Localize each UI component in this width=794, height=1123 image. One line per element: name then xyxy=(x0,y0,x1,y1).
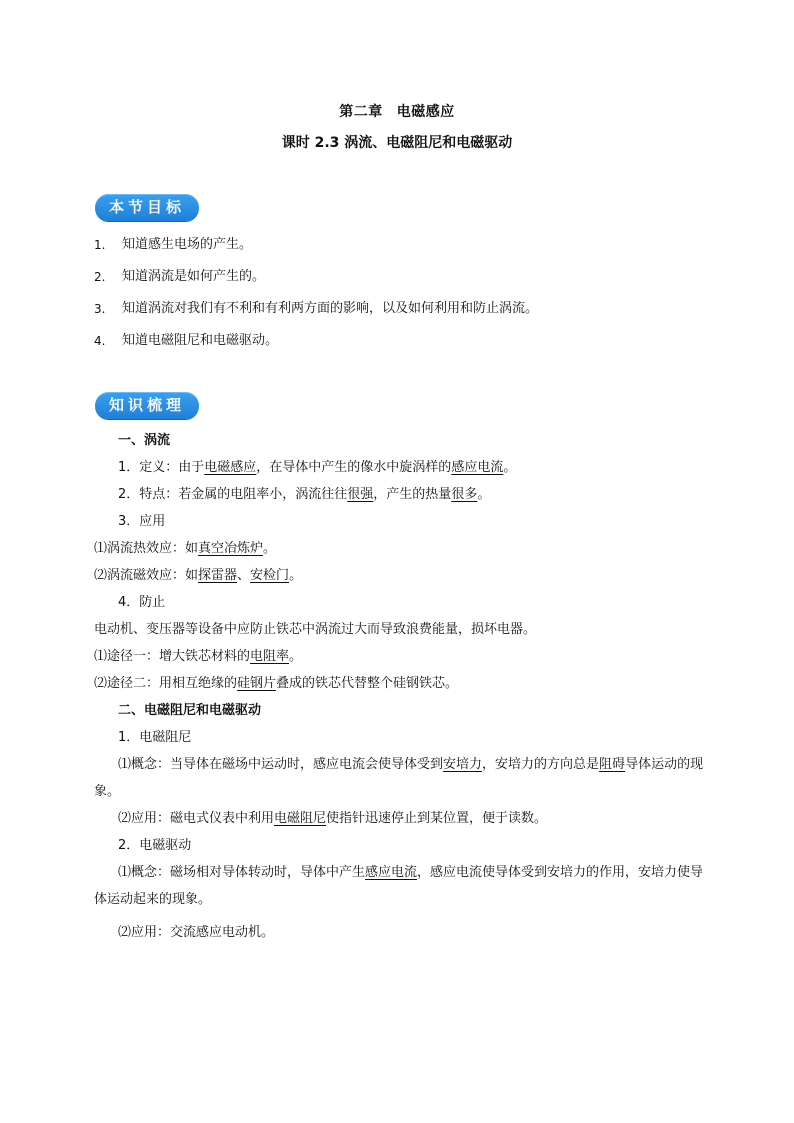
knowledge-content xyxy=(94,427,706,946)
text-fragment: ⑴途径一：增大铁芯材料的 xyxy=(94,649,251,664)
text-fragment: 。 xyxy=(477,487,491,502)
text-fragment: 导体运动的现象。 xyxy=(94,757,704,799)
item-text: 知道电磁阻尼和电磁驱动。 xyxy=(122,333,279,348)
text-fragment: ，在导体中产生的像水中旋涡样的 xyxy=(256,460,452,475)
list-item xyxy=(94,300,714,332)
text-fragment: ⑴概念：当导体在磁场中运动时，感应电流会使导体受到 xyxy=(118,757,444,772)
underlined-answer: 安检门 xyxy=(250,568,290,583)
text-fragment: ，安培力的方向总是 xyxy=(482,757,600,772)
definition-line xyxy=(94,454,706,481)
section-heading-damping-drive: 二、电磁阻尼和电磁驱动 xyxy=(118,703,262,718)
text-fragment: ⑵涡流磁效应：如 xyxy=(94,568,199,583)
underlined-answer: 电磁阻尼 xyxy=(274,811,327,826)
objectives-list xyxy=(94,236,714,364)
text-fragment: 1．定义：由于 xyxy=(118,460,205,475)
text-fragment: 。 xyxy=(289,568,303,583)
text-fragment: ⑴概念：磁场相对导体转动时，导体中产生 xyxy=(118,865,366,880)
underlined-answer: 电磁感应 xyxy=(204,460,257,475)
text-fragment: 2．特点：若金属的电阻率小，涡流往往 xyxy=(118,487,348,502)
chapter-number: 第二章 xyxy=(339,104,383,120)
item-number: 3. xyxy=(94,302,106,316)
list-item xyxy=(94,332,714,364)
underlined-answer: 硅钢片 xyxy=(237,676,277,691)
chapter-title xyxy=(0,101,794,121)
objectives-badge: 本节目标 xyxy=(95,194,199,221)
application-heading: 3．应用 xyxy=(118,514,166,529)
text-fragment: ⑴涡流热效应：如 xyxy=(94,541,199,556)
text-fragment: 使指针迅速停止到某位置，便于读数。 xyxy=(326,811,548,826)
text-fragment: 叠成的铁芯代替整个硅钢铁芯。 xyxy=(276,676,459,691)
text-fragment: 。 xyxy=(263,541,277,556)
damping-heading: 1．电磁阻尼 xyxy=(118,730,192,745)
chapter-name: 电磁感应 xyxy=(396,104,455,120)
item-number: 1. xyxy=(94,238,106,252)
prevention-heading: 4．防止 xyxy=(118,595,166,610)
text-fragment: ，感应电流使导体受到安培力的作用，安培力使导体运动起来的现象。 xyxy=(94,865,704,907)
drive-heading: 2．电磁驱动 xyxy=(118,838,192,853)
item-text: 知道涡流是如何产生的。 xyxy=(122,269,266,284)
application-item-2 xyxy=(94,562,706,589)
item-number: 2. xyxy=(94,270,106,284)
section-heading-eddy-current: 一、涡流 xyxy=(118,433,171,448)
drive-concept xyxy=(94,859,706,913)
knowledge-badge: 知识梳理 xyxy=(95,392,199,419)
feature-line xyxy=(94,481,706,508)
item-number: 4. xyxy=(94,334,106,348)
underlined-answer: 阻碍 xyxy=(599,757,626,772)
underlined-answer: 真空冶炼炉 xyxy=(198,541,264,556)
prevention-way-2 xyxy=(94,670,706,697)
text-fragment: ，产生的热量 xyxy=(373,487,452,502)
list-item xyxy=(94,268,714,300)
text-fragment: 、 xyxy=(237,568,251,583)
list-item xyxy=(94,236,714,268)
item-text: 知道感生电场的产生。 xyxy=(122,237,253,252)
underlined-answer: 电阻率 xyxy=(250,649,290,664)
lesson-title: 课时 2.3 涡流、电磁阻尼和电磁驱动 xyxy=(281,135,513,151)
underlined-answer: 很多 xyxy=(451,487,478,502)
underlined-answer: 很强 xyxy=(347,487,374,502)
item-text: 知道涡流对我们有不利和有利两方面的影响，以及如何利用和防止涡流。 xyxy=(122,301,539,316)
text-fragment: ⑵途径二：用相互绝缘的 xyxy=(94,676,238,691)
underlined-answer: 安培力 xyxy=(443,757,483,772)
prevention-text: 电动机、变压器等设备中应防止铁芯中涡流过大而导致浪费能量，损坏电器。 xyxy=(94,622,537,637)
underlined-answer: 探雷器 xyxy=(198,568,238,583)
prevention-way-1 xyxy=(94,643,706,670)
damping-concept xyxy=(94,751,706,805)
drive-application: ⑵应用：交流感应电动机。 xyxy=(118,925,275,940)
underlined-answer: 感应电流 xyxy=(365,865,418,880)
text-fragment: 。 xyxy=(503,460,517,475)
text-fragment: ⑵应用：磁电式仪表中利用 xyxy=(118,811,275,826)
damping-application xyxy=(94,805,706,832)
application-item-1 xyxy=(94,535,706,562)
text-fragment: 。 xyxy=(289,649,303,664)
underlined-answer: 感应电流 xyxy=(451,460,504,475)
